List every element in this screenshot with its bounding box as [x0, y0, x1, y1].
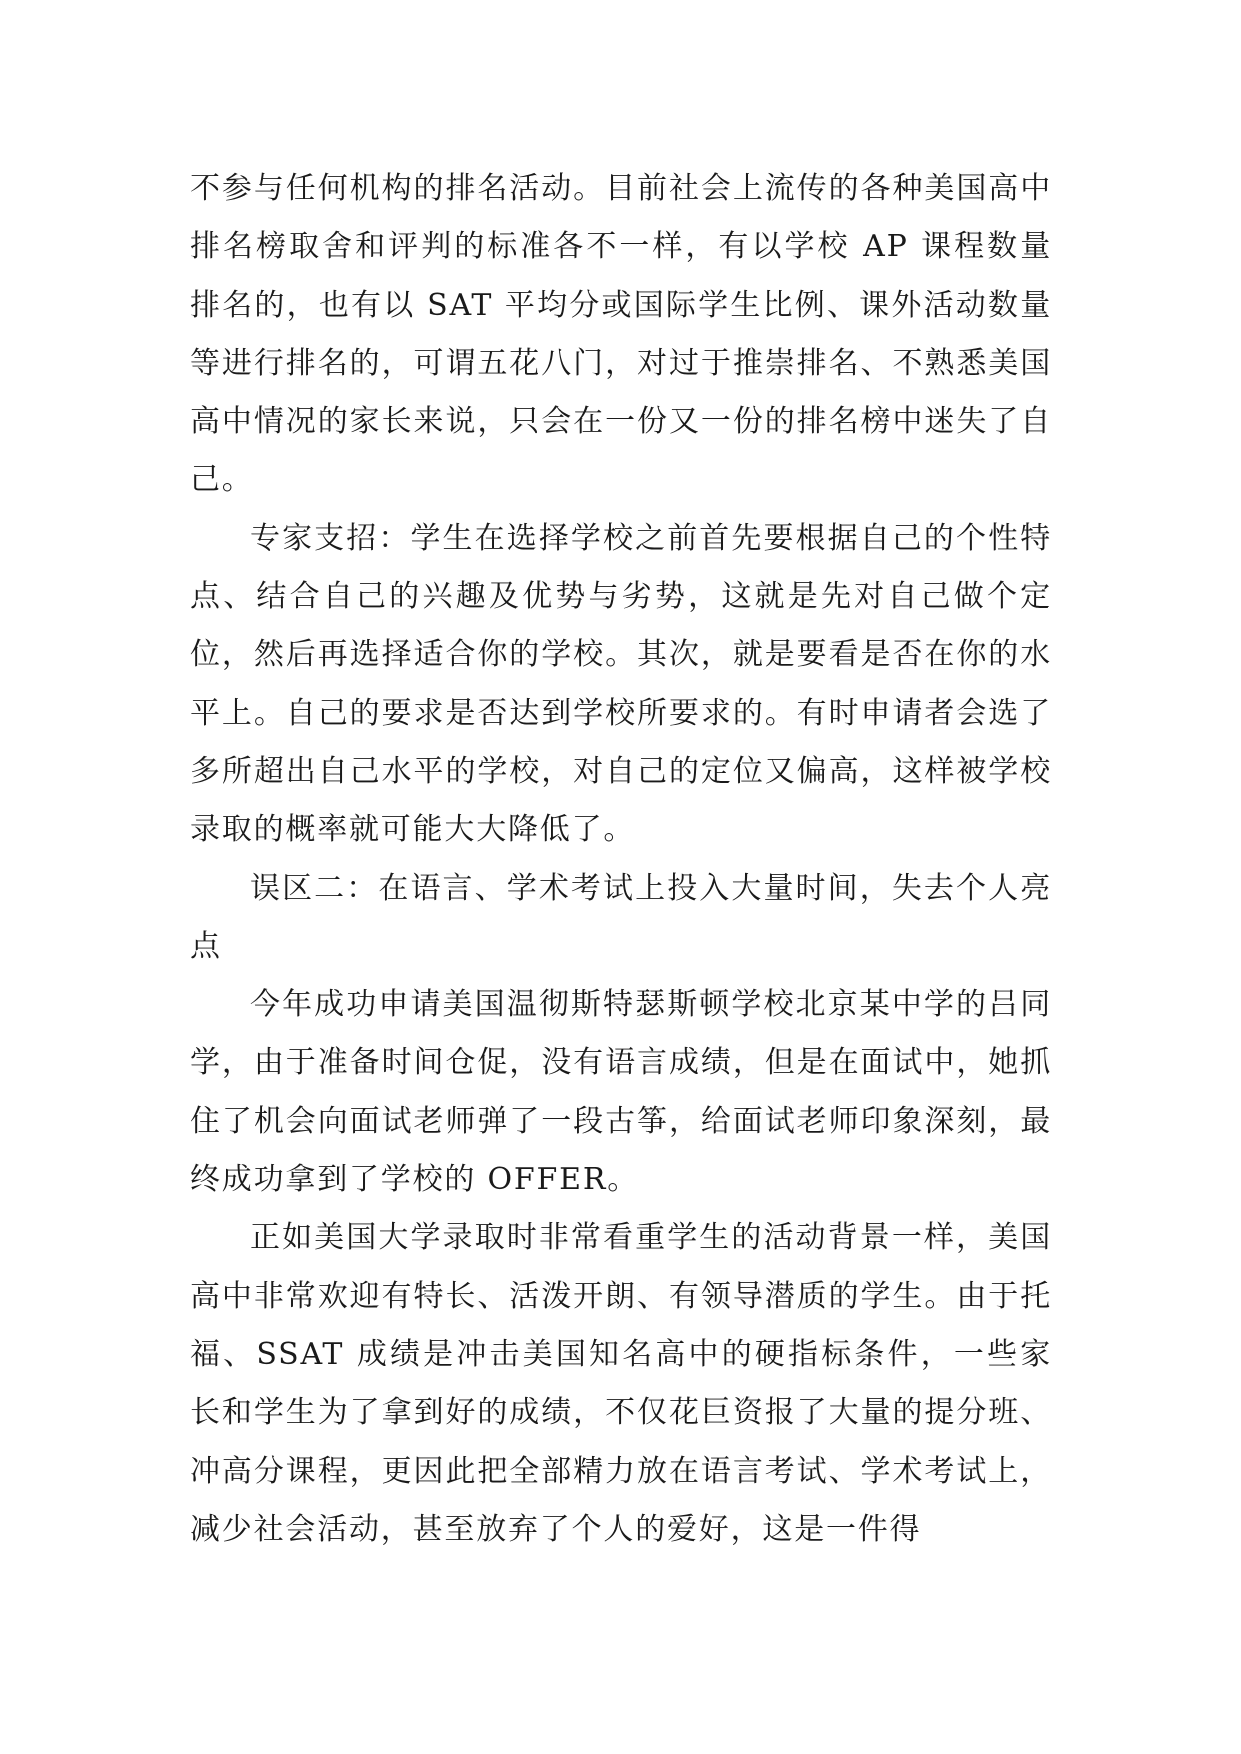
section-heading-misconception-two: 误区二：在语言、学术考试上投入大量时间，失去个人亮点 — [190, 870, 1052, 964]
document-body — [190, 160, 1052, 1559]
paragraph-expert-advice: 专家支招：学生在选择学校之前首先要根据自己的个性特点、结合自己的兴趣及优势与劣势，这就是先对自己做个定位，然后再选择适合你的学校。其次，就是要看是否在你的水平上。自己的要求是否达到学校所要求的。有时申请者会选了多所超出自己水平的学校，对自己的定位又偏高，这样被学校录取的概率就可能大大降低了。 — [190, 520, 1052, 848]
paragraph-ranking-misconception: 不参与任何机构的排名活动。目前社会上流传的各种美国高中排名榜取舍和评判的标准各不一样，有以学校 AP 课程数量排名的，也有以 SAT 平均分或国际学生比例、课外活动数量等进行排名的，可谓五花八门，对过于推崇排名、不熟悉美国高中情况的家长来说，只会在一份又一份的排名榜中迷失了自己。 — [190, 171, 1052, 498]
paragraph-activity-background: 正如美国大学录取时非常看重学生的活动背景一样，美国高中非常欢迎有特长、活泼开朗、有领导潜质的学生。由于托福、SSAT 成绩是冲击美国知名高中的硬指标条件，一些家长和学生为了拿到好的成绩，不仅花巨资报了大量的提分班、冲高分课程，更因此把全部精力放在语言考试、学术考试上，减少社会活动，甚至放弃了个人的爱好，这是一件得 — [190, 1220, 1052, 1547]
paragraph-student-example: 今年成功申请美国温彻斯特瑟斯顿学校北京某中学的吕同学，由于准备时间仓促，没有语言成绩，但是在面试中，她抓住了机会向面试老师弹了一段古筝，给面试老师印象深刻，最终成功拿到了学校的 OFFER。 — [190, 987, 1052, 1198]
